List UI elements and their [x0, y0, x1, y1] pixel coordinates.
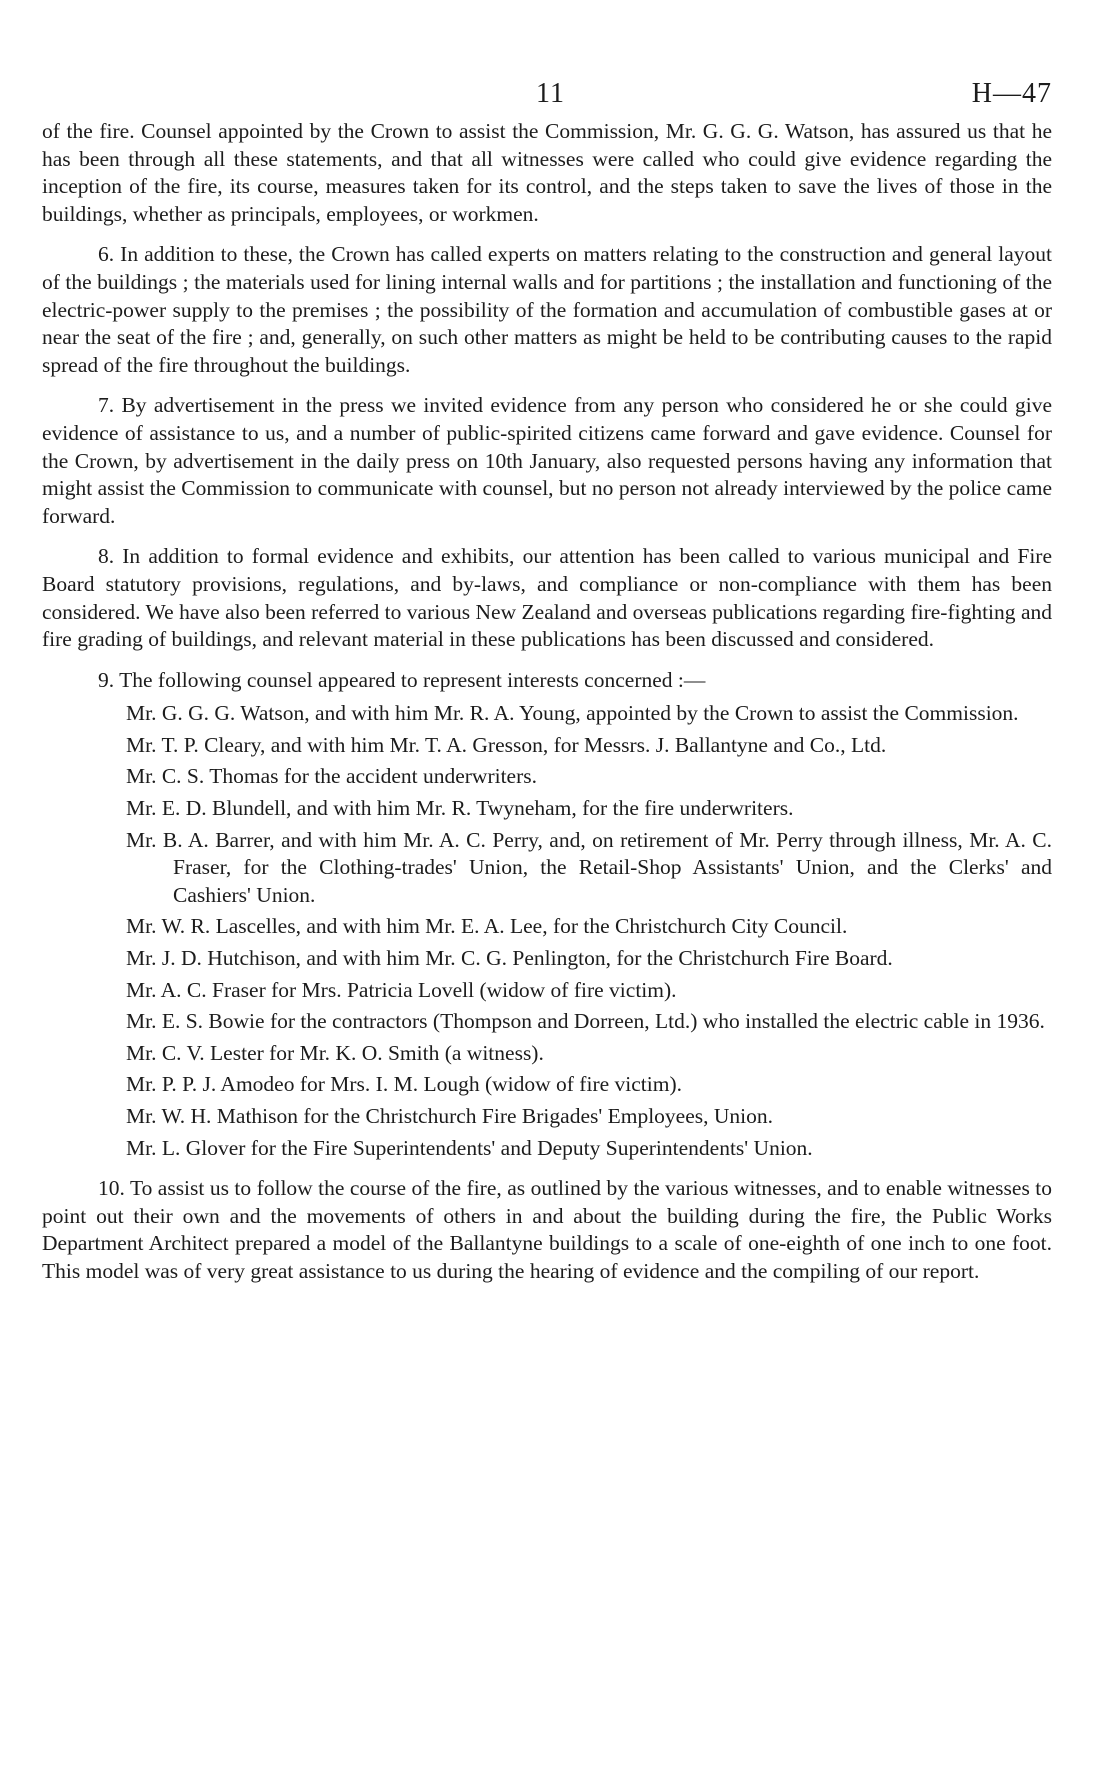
counsel-entry: Mr. W. R. Lascelles, and with him Mr. E. A. Lee, for the Christchurch City Council.: [126, 914, 848, 939]
document-code: H—47: [971, 78, 1052, 109]
counsel-entry: Mr. E. S. Bowie for the contractors (Thompson and Dorreen, Ltd.) who installed the electric cable in 1936.: [126, 1009, 1045, 1034]
paragraph-10: 10. To assist us to follow the course of the fire, as outlined by the various witnesses, and to enable witnesses to point out their own and the movements of others in and about the building during the fire, the Public Works Department Architect prepared a model of the Ballantyne buildings to a scale of one-eighth of one inch to one foot. This model was of very great assistance to us during the hearing of evidence and the compiling of our report.: [42, 1176, 1052, 1283]
counsel-list: [42, 700, 1052, 1162]
counsel-entry: Mr. A. C. Fraser for Mrs. Patricia Lovell (widow of fire victim).: [126, 977, 677, 1002]
counsel-entry: Mr. C. V. Lester for Mr. K. O. Smith (a witness).: [126, 1040, 544, 1065]
paragraph-7: 7. By advertisement in the press we invited evidence from any person who considered he or she could give evidence of assistance to us, and a number of public-spirited citizens came forward and gave evidence. Counsel for the Crown, by advertisement in the daily press on 10th January, also requested persons having any information that might assist the Commission to communicate with counsel, but no person not already interviewed by the police came forward.: [42, 393, 1052, 528]
counsel-entry: Mr. P. P. J. Amodeo for Mrs. I. M. Lough (widow of fire victim).: [126, 1072, 682, 1097]
paragraph-6: 6. In addition to these, the Crown has called experts on matters relating to the construction and general layout of the buildings ; the materials used for lining internal walls and for partitions ; the installation and functioning of the electric-power supply to the premises ; the possibility of the formation and accumulation of combustible gases at or near the seat of the fire ; and, generally, on such other matters as might be held to be contributing causes to the rapid spread of the fire throughout the buildings.: [42, 242, 1052, 377]
paragraph-9-intro: 9. The following counsel appeared to represent interests concerned :—: [98, 667, 706, 692]
paragraph-continued: of the fire. Counsel appointed by the Crown to assist the Commission, Mr. G. G. G. Watson, has assured us that he has been through all these statements, and that all witnesses were called who could give evidence regarding the inception of the fire, its course, measures taken for its control, and the steps taken to save the lives of those in the buildings, whether as principals, employees, or workmen.: [42, 119, 1052, 226]
counsel-entry: Mr. G. G. G. Watson, and with him Mr. R. A. Young, appointed by the Crown to assist the Commission.: [126, 701, 1019, 726]
counsel-entry: Mr. E. D. Blundell, and with him Mr. R. Twyneham, for the fire underwriters.: [126, 796, 794, 821]
counsel-entry: Mr. T. P. Cleary, and with him Mr. T. A. Gresson, for Messrs. J. Ballantyne and Co., Ltd.: [126, 732, 887, 757]
counsel-entry: Mr. J. D. Hutchison, and with him Mr. C. G. Penlington, for the Christchurch Fire Board.: [126, 946, 893, 971]
counsel-entry: Mr. C. S. Thomas for the accident underwriters.: [126, 764, 537, 789]
document-page: [42, 70, 1052, 1299]
page-header: [42, 70, 1052, 118]
counsel-entry: Mr. B. A. Barrer, and with him Mr. A. C. Perry, and, on retirement of Mr. Perry through illness, Mr. A. C. Fraser, for the Clothing-trades' Union, the Retail-Shop Assistants' Union, and the Clerks' and Cashiers' Union.: [126, 827, 1052, 907]
counsel-entry: Mr. L. Glover for the Fire Superintendents' and Deputy Superintendents' Union.: [126, 1135, 813, 1160]
page-number: 11: [536, 78, 565, 109]
paragraph-8: 8. In addition to formal evidence and exhibits, our attention has been called to various municipal and Fire Board statutory provisions, regulations, and by-laws, and compliance or non-compliance with them has been considered. We have also been referred to various New Zealand and overseas publications regarding fire-fighting and fire grading of buildings, and relevant material in these publications has been discussed and considered.: [42, 544, 1052, 652]
counsel-entry: Mr. W. H. Mathison for the Christchurch Fire Brigades' Employees, Union.: [126, 1104, 774, 1128]
